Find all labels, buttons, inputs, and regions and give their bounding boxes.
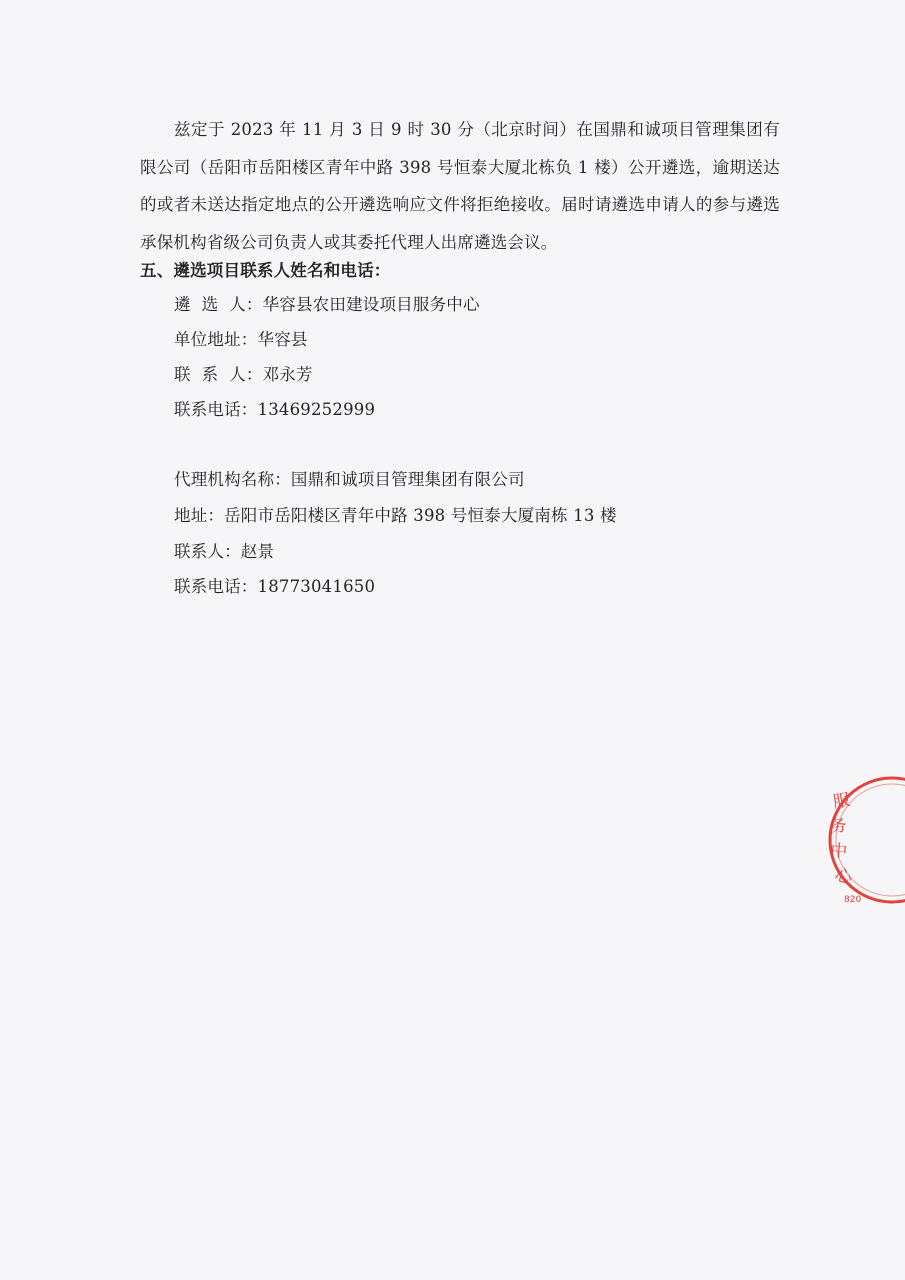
svg-text:820: 820 bbox=[844, 895, 862, 905]
svg-text:务: 务 bbox=[828, 815, 848, 837]
selector-contact-line: 联 系 人：邓永芳 bbox=[174, 365, 313, 384]
agency-address-line: 地址：岳阳市岳阳楼区青年中路 398 号恒泰大厦南栋 13 楼 bbox=[174, 506, 617, 525]
official-seal bbox=[822, 770, 905, 910]
svg-text:中: 中 bbox=[829, 841, 849, 863]
agency-phone-line: 联系电话：18773041650 bbox=[174, 577, 376, 596]
section-heading: 五、遴选项目联系人姓名和电话： bbox=[140, 261, 391, 280]
agency-contact-line: 联系人：赵景 bbox=[174, 542, 275, 561]
notice-paragraph: 兹定于 2023 年 11 月 3 日 9 时 30 分（北京时间）在国鼎和诚项目管理集团有限公司（岳阳市岳阳楼区青年中路 398 号恒泰大厦北栋负 1 楼）公开遴选，逾期送达的或者未送达指定地点的公开遴选响应文件将拒绝接收。届时请遴选申请人的参与遴选承保机构省级公司负责人或其委托代理人出席遴选会议。 bbox=[140, 120, 780, 252]
svg-text:服: 服 bbox=[831, 790, 852, 813]
selector-name-line: 遴 选 人：华容县农田建设项目服务中心 bbox=[174, 295, 480, 314]
agency-name-line: 代理机构名称：国鼎和诚项目管理集团有限公司 bbox=[174, 470, 525, 489]
selector-address-line: 单位地址：华容县 bbox=[174, 330, 308, 349]
selector-phone-line: 联系电话：13469252999 bbox=[174, 400, 376, 419]
svg-text:心: 心 bbox=[832, 865, 854, 889]
